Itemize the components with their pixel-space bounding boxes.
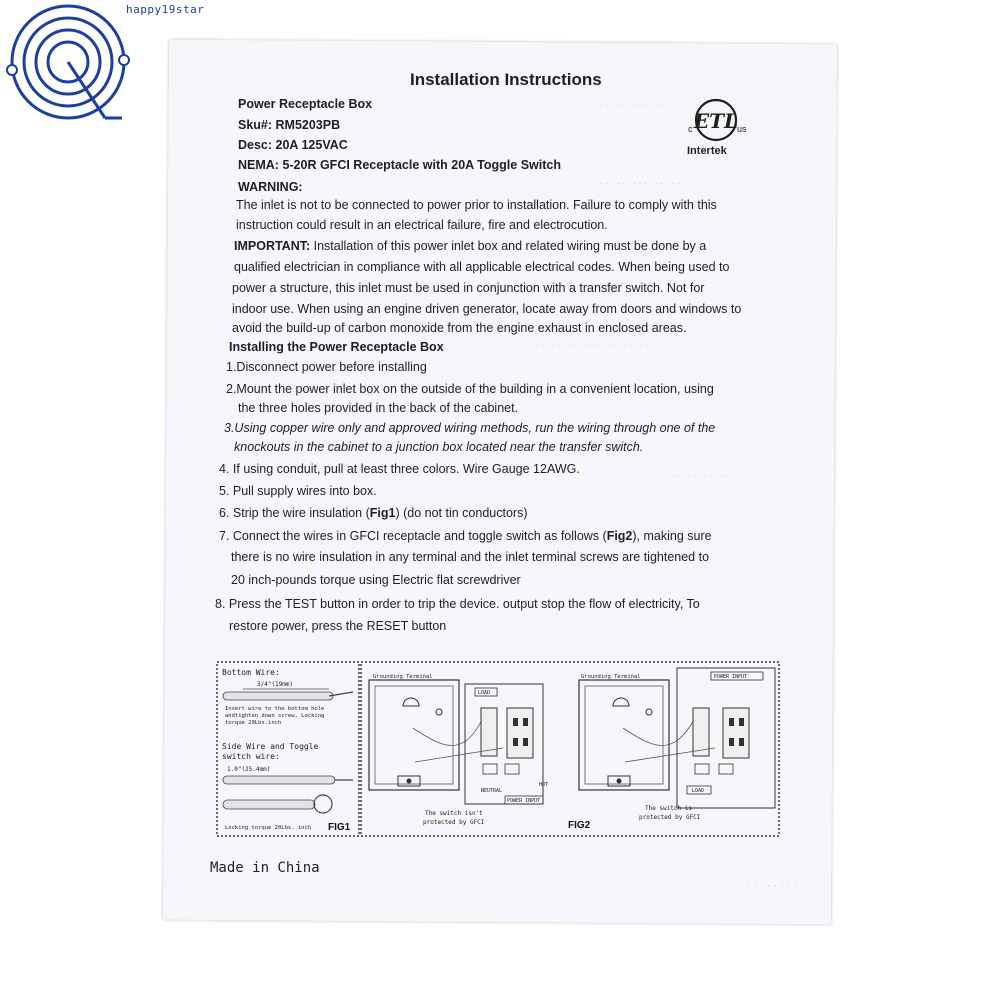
step-7-cont: there is no wire insulation in any terminal and the inlet terminal screws are tightened to [231, 550, 710, 564]
fig2-right-caption: protected by GFCI [639, 814, 701, 821]
bleed-through: · · · · · · · · · · · · · · · [660, 470, 740, 480]
fig2-left-power: POWER INPUT [507, 798, 541, 804]
etl-us-text: us [737, 124, 747, 134]
fig1-bottom-note: torque 20Lbs.inch [225, 720, 282, 726]
fig1-side-wire: switch wire: [222, 752, 280, 761]
important-text: qualified electrician in compliance with all applicable electrical codes. When being used to [234, 260, 730, 274]
fig1-label: FIG1 [328, 822, 351, 833]
sku: Sku#: RM5203PB [238, 118, 341, 132]
step-7-cont: 20 inch-pounds torque using Electric flat screwdriver [231, 573, 521, 587]
fig1-ref: Fig1 [369, 506, 396, 520]
product-name: Power Receptacle Box [238, 97, 373, 111]
fig2-left-neutral: NEUTRAL [481, 788, 503, 794]
bleed-through: · · · · · · · · · · · · [600, 100, 664, 110]
warning-text: instruction could result in an electrical failure, fire and electrocution. [236, 218, 608, 232]
intertek-label: Intertek [687, 145, 727, 157]
important-text: IMPORTANT: Installation of this power inlet box and related wiring must be done by a [234, 239, 707, 253]
fig1-side-wire: Side Wire and Toggle [222, 742, 319, 751]
step-7: 7. Connect the wires in GFCI receptacle and toggle switch as follows (Fig2), making sure [219, 529, 712, 543]
important-text: indoor use. When using an engine driven generator, locate away from doors and windows to [232, 302, 742, 316]
bleed-through: · · · · · · · · · · [740, 880, 805, 892]
wiring-diagrams [203, 658, 783, 838]
fig2-left-hot: HOT [539, 782, 549, 788]
section-heading: Installing the Power Receptacle Box [229, 340, 444, 354]
important-text: avoid the build-up of carbon monoxide from the engine exhaust in enclosed areas. [232, 321, 687, 335]
step-6: 6. Strip the wire insulation (Fig1) (do not tin conductors) [219, 506, 528, 520]
important-label: IMPORTANT: [234, 239, 311, 253]
etl-c-text: c [688, 124, 693, 134]
step-2-cont: the three holes provided in the back of the cabinet. [238, 401, 519, 415]
fig1-bottom-dim: 3/4"(19mm) [257, 681, 294, 688]
fig2-right-terminal: Grounding Terminal [581, 674, 641, 680]
important-text: power a structure, this inlet must be used in conjunction with a transfer switch. Not for [232, 281, 705, 295]
step-8-cont: restore power, press the RESET button [229, 619, 447, 633]
step-5: 5. Pull supply wires into box. [219, 484, 377, 498]
step-1: 1.Disconnect power before installing [226, 360, 427, 374]
fig2-left-caption: The switch isn't [425, 810, 483, 817]
step-3-cont: knockouts in the cabinet to a junction box located near the transfer switch. [234, 440, 644, 454]
etl-mark-text: ETL [693, 109, 739, 133]
fig1-panel [217, 662, 359, 836]
fig2-left-caption: protected by GFCI [423, 819, 485, 826]
step-2: 2.Mount the power inlet box on the outside of the building in a convenient location, using [226, 382, 714, 396]
step-3: 3.Using copper wire only and approved wiring methods, run the wiring through one of the [224, 421, 716, 435]
description: Desc: 20A 125VAC [238, 138, 348, 152]
fig2-right-power: POWER INPUT [714, 674, 748, 680]
fig2-left-load: LOAD [478, 690, 491, 696]
fig2-right-load: LOAD [692, 788, 705, 794]
fig2-label: FIG2 [568, 820, 591, 831]
fig2-ref: Fig2 [606, 529, 633, 543]
watermark-text: happy19star [126, 3, 205, 16]
fig2-left-terminal: Grounding Terminal [373, 674, 433, 680]
made-in-label: Made in China [210, 860, 320, 876]
fig1-bottom-wire: Bottom Wire: [222, 668, 280, 677]
step-8: 8. Press the TEST button in order to trip the device. output stop the flow of electricity, To [215, 597, 700, 611]
step-4: 4. If using conduit, pull at least three colors. Wire Gauge 12AWG. [219, 462, 580, 476]
bleed-through: · · · · · · · · · · · · · · · · · · · · · · · [530, 340, 654, 350]
warning-label: WARNING: [238, 180, 303, 194]
fig2-right-caption: The switch is [645, 805, 692, 812]
fig1-bottom-note: andtighten down screw, Locking [225, 713, 325, 719]
page-title: Installation Instructions [410, 70, 602, 89]
fig2-panel [361, 662, 779, 836]
fig1-bottom-note: Insert wire to the bottom hole [225, 706, 325, 712]
warning-text: The inlet is not to be connected to power prior to installation. Failure to comply with this [236, 198, 717, 212]
fig1-side-dim: 1.0"(25.4mm) [227, 766, 271, 773]
fig1-side-note: Locking torque 20Lbs. inch [225, 825, 312, 831]
bleed-through: · · · · · · · · · · · · · · · · [600, 178, 686, 188]
nema-spec: NEMA: 5-20R GFCI Receptacle with 20A Toggle Switch [238, 158, 561, 172]
